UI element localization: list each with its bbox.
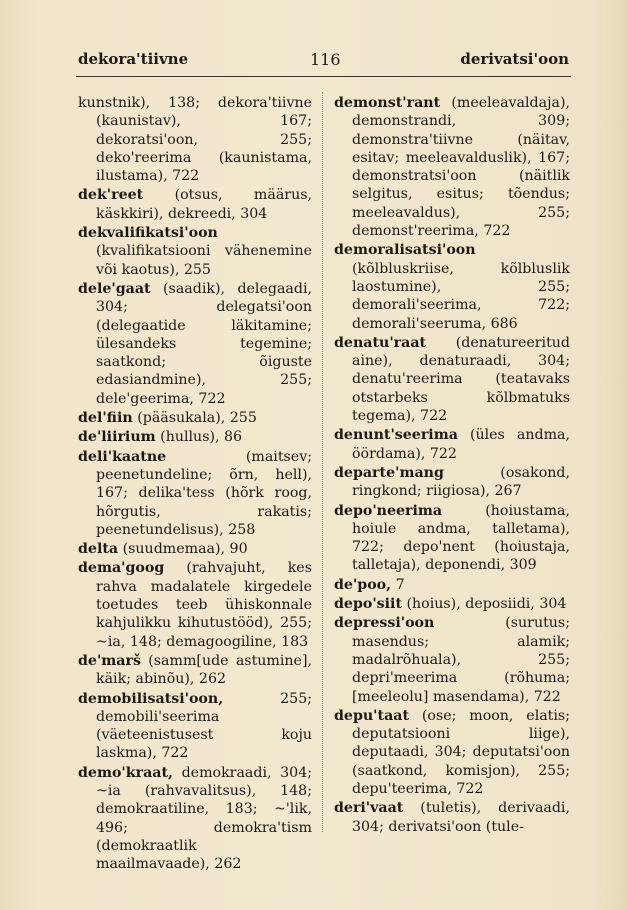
dictionary-entry	[78, 409, 312, 427]
dictionary-entry	[78, 690, 312, 763]
dictionary-entry	[334, 502, 570, 575]
entry-definition: (hoiustama, hoiule andma, talletama), 722; depo'nent (hoiustaja, talletaja), deponendi, 309	[352, 502, 570, 574]
entry-headword: depo'neerima	[334, 502, 443, 519]
right-column	[334, 94, 570, 837]
entry-definition: (ose; moon, elatis; deputatsiooni liige), deputaadi, 304; deputatsi'oon (saatkond, komisjon), 255; depu'teerima, 722	[352, 707, 570, 797]
entry-headword: dema'goog	[78, 560, 165, 577]
entry-definition: (suudmemaa), 90	[118, 541, 248, 558]
header-rule	[76, 76, 571, 77]
dictionary-entry	[78, 540, 312, 558]
dictionary-entry	[334, 334, 570, 425]
entry-definition: (kõlbluskriise, kõlbluslik laostumine), 255; demorali'seerima, 722; demorali'seeruma, 686	[352, 260, 570, 332]
dictionary-entry	[78, 764, 312, 874]
column-divider	[322, 92, 323, 832]
dictionary-entry	[78, 652, 312, 689]
dictionary-entry	[334, 94, 570, 240]
entry-definition: 7	[391, 576, 405, 593]
entry-headword: depu'taat	[334, 707, 410, 724]
entry-headword: demonst'rant	[334, 95, 441, 111]
entry-headword: dek'reet	[78, 187, 144, 204]
entry-definition: (samm[ude astumine], käik; abinõu), 262	[96, 652, 312, 688]
entry-headword: denunt'seerima	[334, 427, 458, 444]
left-column	[78, 94, 312, 874]
entry-headword: denatu'raat	[334, 334, 427, 351]
dictionary-entry	[334, 241, 570, 332]
dictionary-entry	[334, 707, 570, 798]
entry-headword: de'marš	[78, 652, 141, 669]
dictionary-entry	[78, 428, 312, 446]
entry-definition: (surutus; masendus; alamik; madalrõhuala), 255; depri'meerima (rõhuma; [meeleolu] masendama), 722	[352, 615, 570, 705]
dictionary-entry	[334, 799, 570, 836]
dictionary-entry	[78, 448, 312, 539]
entry-headword: delta	[78, 541, 119, 558]
page-number: 116	[310, 50, 341, 69]
dictionary-entry	[78, 224, 312, 279]
dictionary-entry	[78, 186, 312, 223]
entry-definition: (hullus), 86	[155, 429, 243, 446]
entry-definition: (hoius), deposiidi, 304	[402, 596, 567, 613]
entry-headword: depo'siit	[334, 596, 402, 613]
dictionary-entry	[334, 595, 570, 613]
entry-definition: (rahvajuht, kes rahva madalatele kirgedele toetudes teeb ühiskonnale kahjulikku kihutustööd), 255; ~ia, 148; demagoogiline, 183	[96, 560, 312, 650]
entry-headword: dele'gaat	[78, 280, 151, 297]
entry-headword: demobilisatsi'oon,	[78, 690, 224, 707]
dictionary-entry	[334, 576, 570, 594]
entry-headword: de'liirium	[78, 429, 156, 446]
dictionary-entry	[334, 464, 570, 501]
entry-headword: departe'mang	[334, 464, 444, 481]
entry-headword: deri'vaat	[334, 800, 404, 817]
header-left-guideword: dekora'tiivne	[78, 50, 189, 68]
dictionary-entry	[78, 280, 312, 408]
dictionary-entry	[334, 614, 570, 705]
entry-definition: (kvalifikatsiooni vähenemine või kaotus), 255	[96, 243, 312, 278]
entry-definition: (tuletis), derivaadi, 304; derivatsi'oon (tule-	[352, 800, 570, 835]
entry-definition: (osakond, ringkond; riigiosa), 267	[352, 464, 570, 500]
entry-definition: (maitsev; peenetundeline; õrn, hell), 167; delika'tess (hõrk roog, hõrgutis, rakatis; peenetundelisus), 258	[96, 448, 312, 538]
entry-definition: (meeleavaldaja), demonstrandi, 309; demonstra'tiivne (näitav, esitav; meeleavalduslik), 167; demonstratsi'oon (näitlik selgitus, esitus; tõendus; meeleavaldus), 255; demonst'reerima, 722	[352, 95, 570, 240]
dictionary-entry	[78, 94, 312, 185]
entry-definition: (üles andma, öördama), 722	[352, 427, 570, 462]
entry-definition: (saadik), delegaadi, 304; delegatsi'oon (delegaatide läkitamine; ülesandeks tegemine; saatkond; õiguste edasiandmine), 255; dele'geerima, 722	[96, 280, 312, 407]
entry-headword: depressi'oon	[334, 615, 435, 632]
entry-definition: 255; demobili'seerima (väeteenistusest koju laskma), 722	[96, 690, 312, 762]
entry-headword: de'poo,	[334, 576, 392, 593]
dictionary-entry	[78, 559, 312, 650]
entry-definition: (denatureeritud aine), denaturaadi, 304; denatu'reerima (teatavaks otstarbeks kõlbmatuks tegema), 722	[352, 334, 570, 425]
entry-headword: dekvalifikatsi'oon	[78, 225, 218, 242]
page-header	[78, 50, 569, 74]
entry-definition: (pääsukala), 255	[132, 410, 257, 427]
entry-headword: deli'kaatne	[78, 448, 167, 465]
entry-definition: kunstnik), 138; dekora'tiivne (kaunistav), 167; dekoratsi'oon, 255; deko'reerima (kaunistama, ilustama), 722	[78, 95, 312, 185]
entry-headword: demoralisatsi'oon	[334, 242, 476, 259]
dictionary-entry	[334, 426, 570, 463]
entry-definition: (otsus, määrus, käskkiri), dekreedi, 304	[96, 187, 312, 222]
entry-headword: demo'kraat,	[78, 764, 173, 781]
header-right-guideword: derivatsi'oon	[460, 50, 569, 68]
entry-headword: del'fiin	[78, 410, 133, 427]
entry-definition: demokraadi, 304; ~ia (rahvavalitsus), 148; demokraatiline, 183; ~'lik, 496; demokra'tism (demokraatlik maailmavaade), 262	[96, 764, 312, 873]
